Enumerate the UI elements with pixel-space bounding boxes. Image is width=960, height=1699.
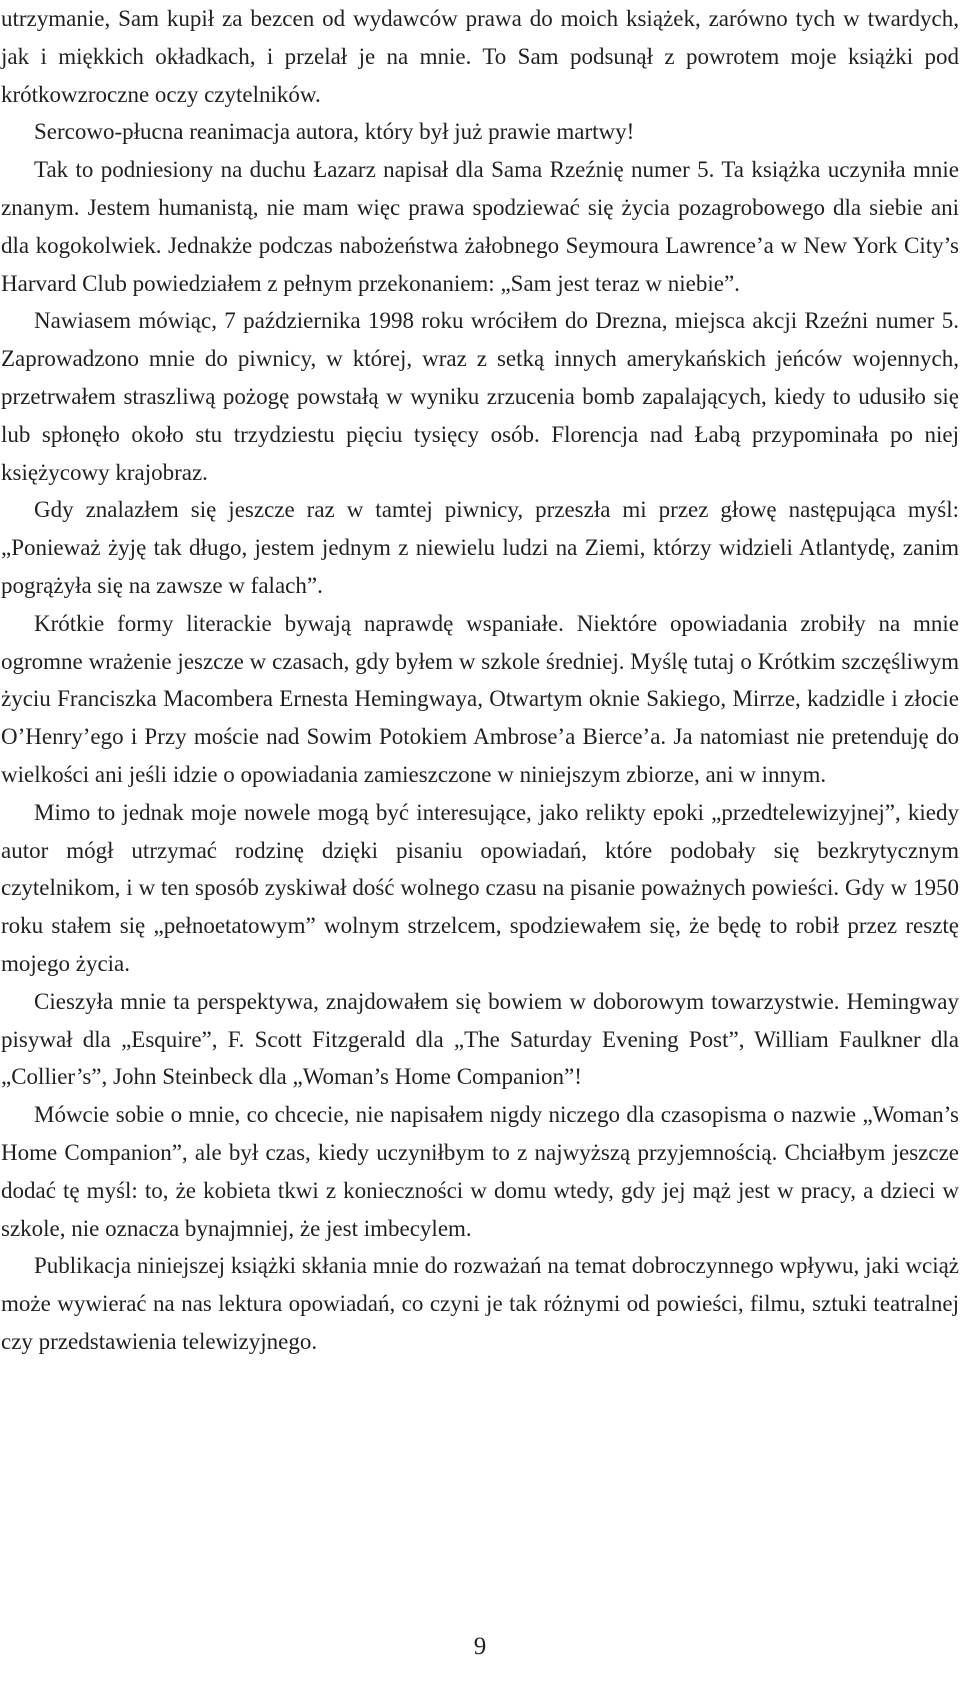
paragraph-6: Krótkie formy literackie bywają naprawdę wspaniałe. Niektóre opowiadania zrobiły na mnie ogromne wrażenie jeszcze w czasach, gdy byłem w szkole średniej. Myślę tutaj o Krótkim szczęśliwym życiu Franciszka Macombera Ernesta Hemingwaya, Otwartym oknie Sakiego, Mirrze, kadzidle i złocie O’Henry’ego i Przy moście nad Sowim Potokiem Ambrose’a Bierce’a. Ja natomiast nie pretenduję do wielkości ani jeśli idzie o opowiadania zamieszczone w niniejszym zbiorze, ani w innym. [1,610,959,787]
paragraph-7: Mimo to jednak moje nowele mogą być interesujące, jako relikty epoki „przedtelewizyjnej”, kiedy autor mógł utrzymać rodzinę dzięki pisaniu opowiadań, które podobały się bezkrytycznym czytelnikom, i w ten sposób zyskiwał dość wolnego czasu na pisanie poważnych powieści. Gdy w 1950 roku stałem się „pełnoetatowym” wolnym strzelcem, spodziewałem się, że będę to robił przez resztę mojego życia. [1,799,959,976]
paragraph-2: Sercowo-płucna reanimacja autora, który był już prawie martwy! [34,119,635,145]
paragraph-4: Nawiasem mówiąc, 7 października 1998 roku wróciłem do Drezna, miejsca akcji Rzeźni numer 5. Zaprowadzono mnie do piwnicy, w której, wraz z setką innych amerykańskich jeńców wojennych, przetrwałem straszliwą pożogę powstałą w wyniku zrzucenia bomb zapalających, kiedy to udusiło się lub spłonęło około stu trzydziestu pięciu tysięcy osób. Florencja nad Łabą przypominała po niej księżycowy krajobraz. [1,308,959,485]
paragraph-8: Cieszyła mnie ta perspektywa, znajdowałem się bowiem w doborowym towarzystwie. Hemingway pisywał dla „Esquire”, F. Scott Fitzgerald dla „The Saturday Evening Post”, William Faulkner dla „Collier’s”, John Steinbeck dla „Woman’s Home Companion”! [1,988,959,1090]
paragraph-3: Tak to podniesiony na duchu Łazarz napisał dla Sama Rzeźnię numer 5. Ta książka uczyniła mnie znanym. Jestem humanistą, nie mam więc prawa spodziewać się życia pozagrobowego dla siebie ani dla kogokolwiek. Jednakże podczas nabożeństwa żałobnego Seymoura Lawrence’a w New York City’s Harvard Club powiedziałem z pełnym przekonaniem: „Sam jest teraz w niebie”. [1,157,959,296]
paragraph-1: utrzymanie, Sam kupił za bezcen od wydawców prawa do moich książek, zarówno tych w twardych, jak i miękkich okładkach, i przelał je na mnie. To Sam podsunął z powrotem moje książki pod krótkowzroczne oczy czytelników. [1,6,959,107]
paragraph-10: Publikacja niniejszej książki skłania mnie do rozważań na temat dobroczynnego wpływu, jaki wciąż może wywierać na nas lektura opowiadań, co czyni je tak różnymi od powieści, filmu, sztuki teatralnej czy przedstawienia telewizyjnego. [1,1253,959,1354]
paragraph-9: Mówcie sobie o mnie, co chcecie, nie napisałem nigdy niczego dla czasopisma o nazwie „Woman’s Home Companion”, ale był czas, kiedy uczyniłbym to z najwyższą przyjemnością. Chciałbym jeszcze dodać tę myśl: to, że kobieta tkwi z konieczności w domu wtedy, gdy jej mąż jest w pracy, a dzieci w szkole, nie oznacza bynajmniej, że jest imbecylem. [1,1102,959,1241]
body-text [1,0,959,1361]
page-number: 9 [473,1633,487,1660]
paragraph-5: Gdy znalazłem się jeszcze raz w tamtej piwnicy, przeszła mi przez głowę następująca myśl: „Ponieważ żyję tak długo, jestem jednym z niewielu ludzi na Ziemi, którzy widzieli Atlantydę, zanim pogrążyła się na zawsze w falach”. [1,497,959,598]
